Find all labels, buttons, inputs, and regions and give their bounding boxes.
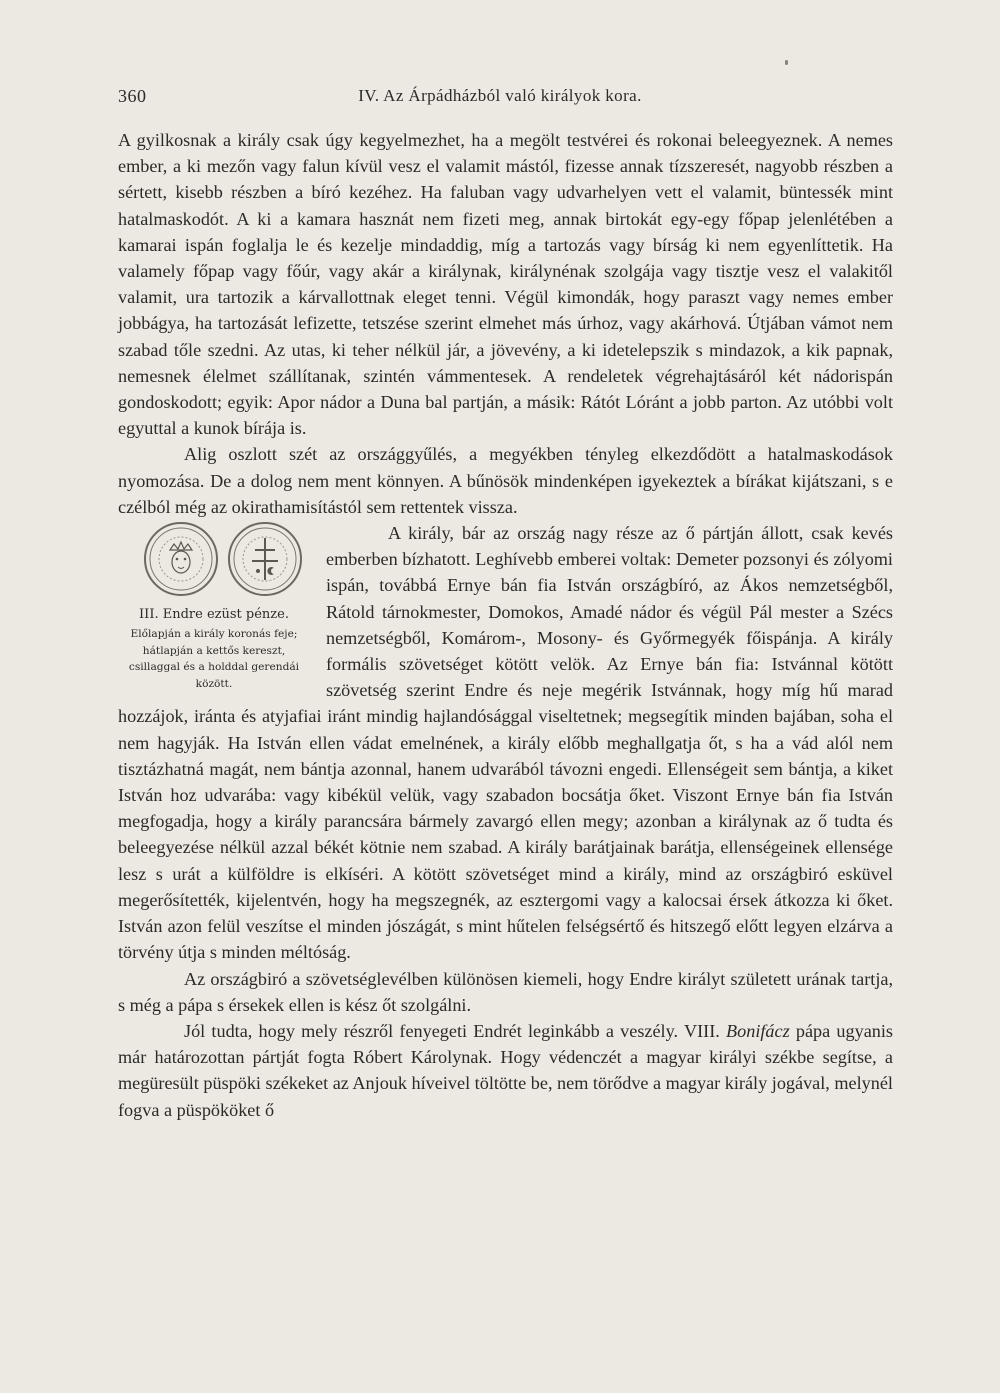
speck-mark [785, 60, 788, 65]
body-text [118, 127, 893, 1123]
paragraph-2: Alig oszlott szét az országgyűlés, a megyékben tényleg elkezdődött a hatalmaskodások nyomozása. De a dolog nem ment könnyen. A bűnösök mindenképen igyekeztek a bírákat kijátszani, s e czélból még az okirathamisítástól sem rettentek vissza. [118, 444, 893, 517]
page-header [0, 86, 1000, 110]
paragraph-5-italic: Bonifácz [726, 1020, 790, 1041]
coin-reverse-icon [228, 522, 302, 596]
paragraph-4: Az országbiró a szövetséglevélben különösen kiemeli, hogy Endre királyt született urának tartja, s még a pápa s érsekek ellen is kész őt szolgálni. [118, 968, 893, 1015]
paragraph-5 [118, 1018, 893, 1123]
paragraph-1: A gyilkosnak a király csak úgy kegyelmezhet, ha a megölt testvérei és rokonai beleegyeznek. A nemes ember, a ki mezőn vagy falun kívül vesz el valamit mástól, fizesse annak tízszeresét, nagyobb részben a sértett, kisebb részben a bíró kezéhez. Ha faluban vagy udvarhelyen vett el valamit, büntessék mint hatalmaskodót. A ki a kamara hasznát nem fizeti meg, annak birtokát egy-egy főpap jelenlétében a kamarai ispán foglalja le és kezelje mindaddig, míg a tartozás vagy bírság ki nem egyenlíttetik. Ha valamely főpap vagy főúr, vagy akár a királynak, királynénak szolgája vagy tisztje vesz el valakitől valamit, ura tartozik a kárvallottnak eleget tenni. Végül kimondák, hogy paraszt vagy nemes ember jobbágya, ha tartozását lefizette, tetszése szerint elmehet más úrhoz, vagy akárhová. Útjában vámot nem szabad tőle szedni. Az utas, ki teher nélkül jár, a jövevény, a ki idetelepszik s mindazok, a kik papnak, nemesnek élelmet szállítanak, szintén vámmentesek. A rendeletek végrehajtásáról két nádorispán gondoskodott; egyik: Apor nádor a Duna bal partján, a másik: Rátót Lóránt a jobb parton. Az utóbbi volt egyuttal a kunok bírája is. [118, 130, 893, 439]
coin-images [118, 520, 310, 602]
paragraph-5-end: pápa ugyanis már határozottan pártját fogta Róbert Károlynak. Hogy védenczét a magyar királyi székbe segítse, a megüresült püspöki székeket az Anjouk híveivel töltötte be, nem törődve a magyar király jogával, melynél fogva a püspököket ő [118, 1020, 893, 1120]
figure-caption [118, 606, 310, 692]
coin-obverse-icon [144, 522, 218, 596]
paragraph-3: A király, bár az ország nagy része az ő pártján állott, csak kevés emberben bízhatott. Leghívebb emberei voltak: Demeter pozsonyi és zólyomi ispán, továbbá Ernye bán fia István országbíró, az Ákos nemzetségből, Rátold tárnokmester, Domokos, Amadé nádor és végül Pál mester a Szécs nemzetségből, Komárom-, Mosony- és Győrmegyék főispánja. A király formális szövetséget kötött velök. Az Ernye bán fia: Istvánnal kötött szövetség szerint Endre és neje megérik Istvánnak, hogy míg hű marad hozzájok, iránta és atyjafiai iránt mindig hajlandósággal viseltetnek; megsegítik minden bajában, soha el nem hagyják. Ha István ellen vádat emelnének, a király előbb meghallgatja őt, s ha a vád alól nem tisztázhatná magát, nem bántja azonnal, hanem udvarából távozni engedi. Ellenségeit sem bántja, a kiket István hoz udvarába: vagy kibékül velük, vagy szabadon bocsátja őket. Viszont Ernye bán fia István megfogadja, hogy a király parancsára bármely zavargó ellen megy; azonban a királynak az ő tudta és beleegyezése nélkül azzal békét kötnie nem szabad. A király barátjainak barátja, ellenségeinek ellensége lesz s urát a külföldre is elkíséri. A kötött szövetséget mind a király, mind az országbiró esküvel megerősítették, kijelentvén, hogy ha megszegnék, az esztergomi vagy a kalocsai érsek átkozza ki őket. István azon felül veszítse el minden jószágát, s mint hűtelen felségsértő és hitszegő előtt legyen elzárva a törvény útja s minden méltóság. [118, 523, 893, 963]
caption-body: Előlapján a király koronás feje; hátlapján a kettős kereszt, csillaggal és a holddal gerendái között. [128, 628, 300, 690]
figure-wrap [118, 520, 893, 965]
paragraph-5-start: Jól tudta, hogy mely részről fenyegeti Endrét leginkább a veszély. VIII. [184, 1020, 727, 1041]
page-number: 360 [118, 86, 147, 106]
running-head: IV. Az Árpádházból való királyok kora. [358, 86, 642, 105]
caption-title: III. Endre ezüst pénze. [139, 607, 289, 623]
coin-figure [118, 520, 310, 702]
